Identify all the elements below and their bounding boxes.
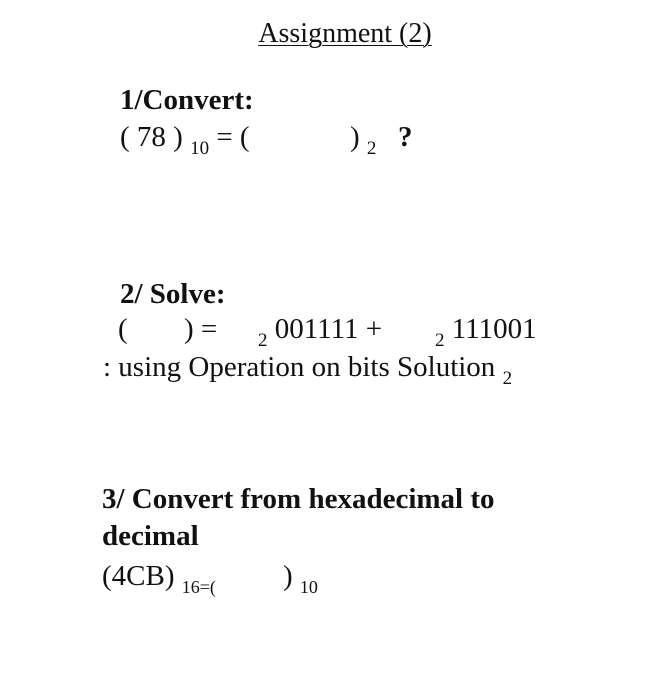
q1-equals: = ( [216,121,250,153]
q3-heading-line1: 3/ Convert from hexadecimal to [102,483,495,515]
q1-question-mark: ? [398,121,413,153]
q2-note-base: 2 [502,368,513,389]
q1-close-paren: ) [350,121,360,153]
q3-base-to: 10 [299,577,318,597]
page-title: Assignment (2) [258,18,432,49]
q2-operand-b: 111001 [451,313,537,345]
q1-expression [120,121,250,159]
q3-equals: =( [199,577,216,597]
q1-base-to: 2 [366,138,377,159]
q1-value: ( 78 ) [120,121,183,153]
q2-blank-close: ) = [184,313,218,345]
q2-operand-b-group [435,313,537,351]
q3-expression [102,560,216,597]
q2-heading: 2/ Solve: [120,278,226,310]
q2-operand-a-group [258,313,383,351]
q3-base-from: 16 [181,577,200,597]
q2-blank-open: ( [118,313,128,345]
q2-base-a: 2 [258,330,268,351]
q2-base-b: 2 [435,330,445,351]
q1-heading: 1/Convert: [120,84,254,116]
q2-operand-a: 001111 + [274,313,383,345]
q3-value: (4CB) [102,560,175,592]
q3-close-paren: ) [283,560,293,592]
q2-note-text: : using Operation on bits Solution [103,351,496,383]
q2-note [103,351,513,389]
q3-result [283,560,318,597]
q1-result [350,121,377,159]
q1-base-from: 10 [190,138,210,159]
q3-heading-line2: decimal [102,520,199,552]
